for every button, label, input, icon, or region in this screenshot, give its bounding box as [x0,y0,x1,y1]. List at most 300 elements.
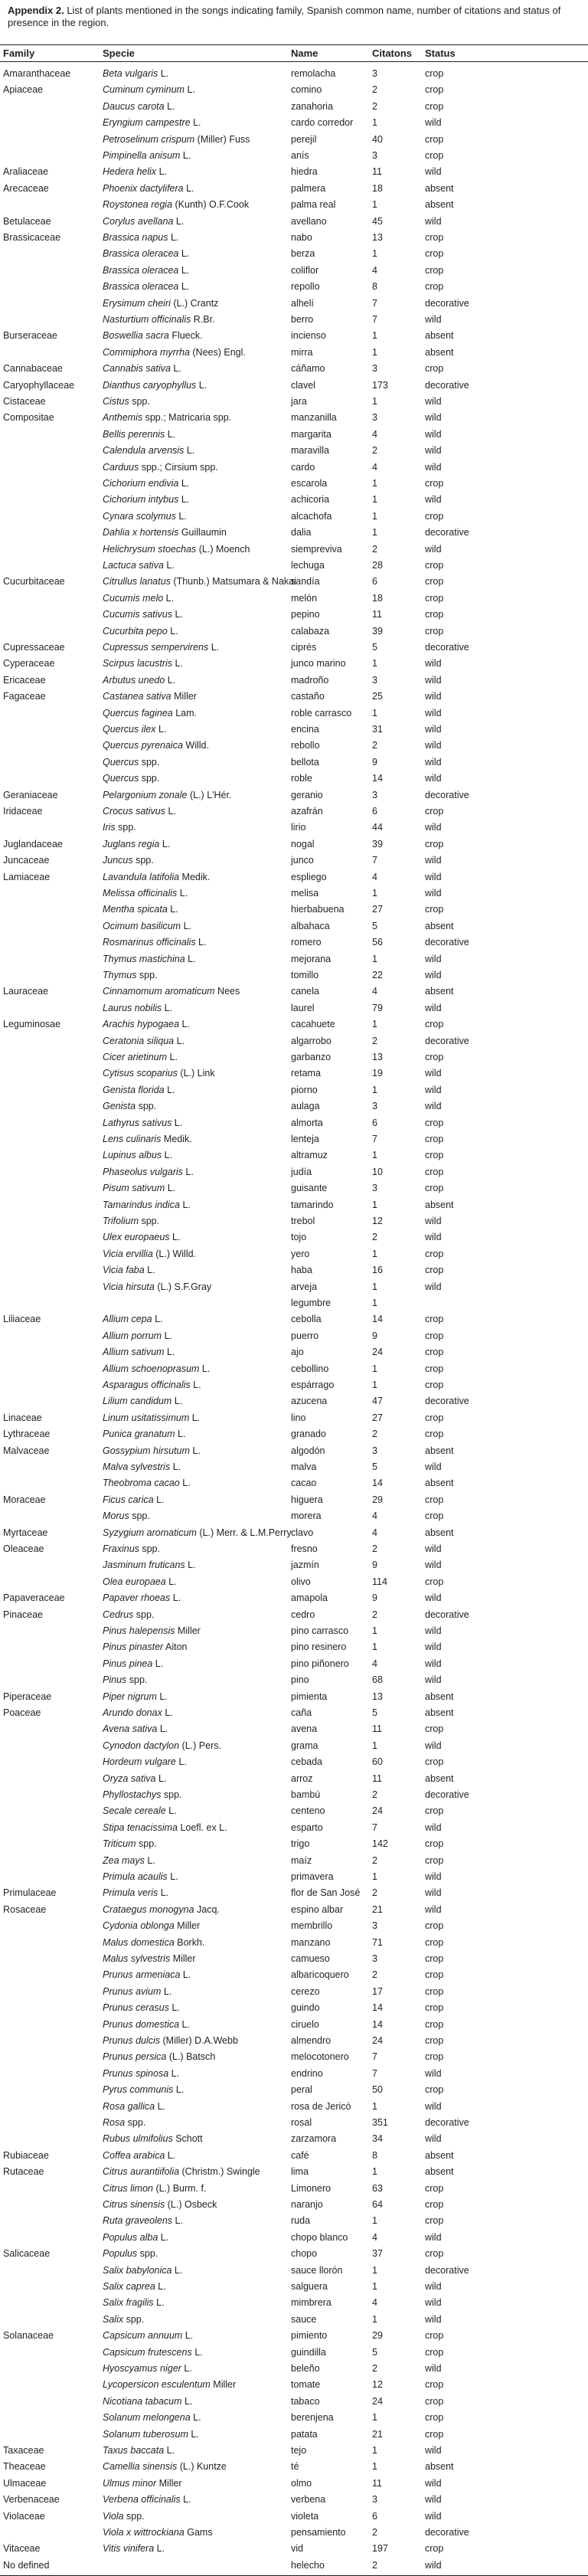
cell-species [103,2427,199,2443]
species-binomial: Melissa officinalis [103,888,178,898]
cell-status: crop [425,609,444,620]
species-author: L. [164,100,175,112]
cell-common-name: camueso [291,1953,330,1964]
cell-common-name: piorno [291,1084,318,1095]
cell-status: absent [425,1527,454,1538]
species-binomial: Primula acaulis [103,1871,168,1882]
species-author: L. [155,2281,166,2292]
cell-citations: 27 [372,904,383,915]
species-author: L. [170,1461,181,1472]
table-row [0,296,588,312]
cell-species [103,1361,210,1377]
cell-citations: 4 [372,461,377,473]
cell-family: Ulmaceae [3,2477,47,2489]
cell-citations: 3 [372,789,377,800]
species-binomial: Cynara scolymus [103,510,176,522]
cell-common-name: tomate [291,2379,321,2391]
cell-status: crop [425,478,444,489]
cell-citations: 1 [372,1084,377,1095]
species-binomial: Hordeum vulgare [103,1756,176,1768]
cell-status: decorative [425,297,469,309]
table-row [0,1705,588,1721]
table-row [0,1803,588,1819]
species-binomial: Quercus faginea [103,707,173,718]
cell-status: crop [425,1412,444,1423]
cell-common-name: espliego [291,871,327,882]
table-row [0,1295,588,1311]
species-author: L. [179,2018,190,2030]
cell-species [103,967,158,984]
table-row [0,164,588,180]
cell-citations: 27 [372,1412,383,1423]
cell-family: Caryophyllaceae [3,379,75,391]
cell-status: crop [425,100,444,112]
cell-species [103,1393,182,1409]
cell-citations: 19 [372,1068,383,1079]
cell-species [103,2459,227,2475]
cell-status: crop [425,1134,444,1144]
cell-common-name: lino [291,1412,306,1423]
cell-status: decorative [425,2264,469,2276]
species-author: spp. [139,1216,160,1226]
cell-status: wild [425,855,442,866]
cell-citations: 14 [372,773,383,784]
cell-citations: 1 [372,1281,377,1292]
cell-status: wild [425,2559,442,2571]
cell-citations: 25 [372,691,383,702]
species-binomial: Prunus dulcis [103,2035,161,2046]
cell-common-name: tomillo [291,970,319,980]
cell-citations: 1 [372,707,377,718]
cell-species [103,542,250,558]
species-author: L. [172,2264,183,2276]
cell-status: crop [425,1969,444,1981]
cell-citations: 3 [372,68,377,79]
cell-citations: 1 [372,2281,377,2292]
species-author: L. [185,1560,196,1571]
cell-common-name: jara [291,396,307,407]
cell-common-name: almendro [291,2035,332,2046]
species-author: L. [189,1412,201,1423]
cell-status: wild [425,2067,442,2079]
species-binomial: Hedera helix [103,166,157,178]
table-row [0,1246,588,1262]
cell-citations: 1 [372,1363,377,1374]
cell-citations: 7 [372,297,377,309]
species-binomial: Erysimum cheiri [103,297,171,309]
species-author: Miller [175,1625,201,1636]
table-row [0,361,588,377]
cell-species [103,214,184,230]
species-binomial: Cinnamomum aromaticum [103,986,215,997]
species-binomial: Trifolium [103,1216,139,1226]
species-binomial: Scirpus lacustris [103,658,172,669]
cell-family: Cannabaceae [3,363,63,375]
cell-citations: 2 [372,1543,377,1554]
table-row [0,1721,588,1737]
cell-citations: 50 [372,2084,383,2096]
cell-species [103,607,183,623]
table-row [0,738,588,754]
cell-citations: 2 [372,445,377,457]
cell-status: absent [425,986,454,997]
species-author: L. [177,888,188,898]
cell-common-name: clavel [291,379,315,391]
table-row [0,2230,588,2246]
cell-status: absent [425,1691,454,1702]
cell-species [103,2164,260,2180]
cell-citations: 2 [372,2363,377,2374]
cell-common-name: algarrobo [291,1035,332,1046]
cell-citations: 1 [372,396,377,407]
species-author: Medik. [179,871,211,882]
table-row [0,1869,588,1885]
species-binomial: Laurus nobilis [103,1002,162,1013]
cell-status: absent [425,2149,454,2161]
species-author: L. [170,363,181,375]
cell-common-name: rosa de Jericó [291,2100,351,2112]
species-binomial: Rubus ulmifolius [103,2133,173,2145]
cell-species [103,2017,190,2033]
cell-status: crop [425,510,444,522]
species-author: L. [173,215,185,227]
cell-status: crop [425,904,444,915]
species-author: spp. [125,2117,146,2128]
species-author: Miller [171,691,197,702]
cell-citations: 4 [372,264,377,276]
species-binomial: Castanea sativa [103,691,172,702]
species-author: L. [180,2494,191,2506]
cell-family: Rutaceae [3,2166,44,2178]
table-row [0,1984,588,2000]
cell-species [103,1967,191,1983]
cell-status: absent [425,199,454,211]
species-binomial: Juncus [103,855,133,866]
cell-common-name: berro [291,314,314,325]
table-row [0,2066,588,2082]
species-author: spp. [126,1674,148,1686]
cell-species [103,460,218,476]
cell-species [103,1000,172,1016]
species-author: L. [162,1150,173,1161]
species-author: L. [189,1445,201,1456]
table-row [0,2361,588,2377]
table-row [0,1902,588,1918]
table-row [0,410,588,426]
cell-common-name: grama [291,1740,318,1751]
species-author: L. [156,1691,168,1702]
species-author: (L.) S.F.Gray [154,1281,212,1292]
species-binomial: Lactuca sativa [103,560,164,571]
cell-status: wild [425,888,442,898]
cell-status: crop [425,1380,444,1390]
cell-status: crop [425,2215,444,2227]
cell-species [103,787,231,804]
cell-species [103,2476,182,2492]
species-binomial: Zea mays [103,1854,145,1866]
species-author: (L.) Crantz [170,297,219,309]
cell-common-name: comino [291,84,322,96]
species-author: L. [185,953,196,964]
cell-status: decorative [425,527,469,538]
cell-species [103,1984,172,2000]
species-author: L. [179,1019,190,1030]
species-binomial: Oryza sativa [103,1772,156,1784]
cell-status: wild [425,2231,442,2243]
cell-species [103,2361,192,2377]
cell-species [103,2492,191,2508]
cell-common-name: pepino [291,609,320,620]
species-binomial: Lycopersicon esculentum [103,2379,211,2391]
species-author: L. [144,1265,155,1276]
cell-citations: 3 [372,150,377,161]
cell-common-name: azucena [291,1396,328,1407]
cell-family: Piperaceae [3,1691,52,1702]
cell-species [103,1164,194,1180]
cell-common-name: granado [291,1429,326,1440]
header-species: Specie [103,47,135,59]
cell-common-name: lechuga [291,560,325,571]
cell-species [103,279,189,295]
cell-common-name: avena [291,1723,318,1735]
table-row [0,1672,588,1688]
cell-common-name: altramuz [291,1150,328,1161]
table-row [0,2000,588,2016]
cell-family: Taxaceae [3,2445,44,2456]
species-binomial: Rosa gallica [103,2100,155,2112]
table-row [0,1738,588,1754]
cell-species [103,1049,178,1065]
cell-common-name: esparto [291,1822,323,1833]
cell-common-name: judía [291,1166,312,1177]
cell-species [103,1902,220,1918]
cell-family: Rosaceae [3,1903,47,1915]
cell-common-name: junco marino [291,658,346,669]
cell-common-name: arroz [291,1772,313,1784]
cell-common-name: sauce llorón [291,2264,343,2276]
cell-species [103,1639,188,1655]
cell-species [103,1853,155,1869]
cell-status: crop [425,1576,444,1587]
cell-status: crop [425,2395,444,2407]
cell-status: crop [425,1805,444,1817]
cell-common-name: flor de San José [291,1887,361,1899]
table-row [0,1033,588,1049]
cell-citations: 29 [372,1494,383,1505]
cell-common-name: mejorana [291,953,332,964]
table-row [0,2459,588,2475]
species-binomial: Roystonea regia [103,199,173,211]
cell-citations: 17 [372,1985,383,1997]
cell-species [103,1065,215,1082]
cell-family: Theaceae [3,2461,46,2473]
cell-species [103,443,194,459]
species-author: L. [158,68,169,79]
header-name: Name [291,47,318,59]
cell-status: wild [425,1625,442,1636]
cell-species [103,804,176,820]
species-binomial: Vicia ervillia [103,1248,153,1259]
cell-status: crop [425,2051,444,2063]
table-row [0,2115,588,2131]
species-author: (L.) Merr. & L.M.Perry [196,1527,292,1538]
cell-status: crop [425,2002,444,2014]
species-author: L. [161,1985,172,1997]
species-author: L. [174,1035,185,1046]
cell-species [103,246,189,262]
cell-family: Linaceae [3,1412,42,1423]
cell-family: Brassicaceae [3,232,61,243]
species-author: L. [164,1084,175,1095]
cell-common-name: pino [291,1674,309,1686]
cell-citations: 79 [372,1002,383,1013]
species-binomial: Triticum [103,1838,136,1850]
cell-citations: 197 [372,2543,388,2555]
species-binomial: Cuminum cyminum [103,84,185,96]
cell-citations: 13 [372,1052,383,1062]
table-row [0,2525,588,2541]
cell-species [103,1426,185,1442]
cell-common-name: berza [291,248,315,260]
cell-status: wild [425,2313,442,2325]
table-row [0,427,588,443]
cell-species [103,2033,238,2049]
cell-species [103,1492,165,1508]
species-author: L. [172,2215,183,2227]
cell-status: crop [425,806,444,817]
table-row [0,2295,588,2311]
cell-common-name: verbena [291,2494,326,2506]
cell-status: crop [425,1052,444,1062]
species-author: spp.; Cirsium spp. [139,461,218,473]
cell-species [103,984,240,1000]
cell-common-name: ruda [291,2215,311,2227]
cell-citations: 7 [372,1822,377,1833]
table-row [0,1147,588,1164]
species-binomial: Coffea arabica [103,2149,165,2161]
cell-species [103,591,174,607]
cell-status: wild [425,1887,442,1899]
species-author: spp. [129,1511,150,1522]
table-row [0,640,588,656]
cell-citations: 2 [372,1969,377,1981]
species-binomial: Phyllostachys [103,1789,162,1800]
cell-species [103,1557,196,1573]
species-binomial: Cistus [103,396,129,407]
cell-status: crop [425,1756,444,1768]
cell-common-name: helecho [291,2559,325,2571]
species-binomial: Viola x wittrockiana [103,2527,185,2538]
cell-status: absent [425,1772,454,1784]
header-status: Status [425,47,456,59]
cell-citations: 11 [372,2477,382,2489]
caption-label: Appendix 2. [8,5,64,16]
table-row [0,197,588,213]
species-binomial: Populus alba [103,2231,158,2243]
cell-species [103,1410,200,1426]
cell-common-name: lima [291,2166,309,2178]
cell-citations: 44 [372,822,383,833]
cell-common-name: geranio [291,789,323,800]
cell-citations: 3 [372,1920,377,1932]
species-author: (Miller) D.A.Webb [160,2035,238,2046]
species-author: L. [181,920,192,931]
table-row [0,443,588,459]
cell-common-name: espárrago [291,1380,335,1390]
cell-status: wild [425,2477,442,2489]
cell-species [103,836,170,853]
table-row [0,1410,588,1426]
table-row [0,1836,588,1852]
table-row [0,951,588,967]
cell-status: decorative [425,937,469,948]
cell-species [103,640,219,656]
species-binomial: Vicia hirsuta [103,1281,155,1292]
table-row [0,1508,588,1524]
cell-common-name: mirra [291,346,313,358]
cell-species [103,1131,192,1147]
species-author: spp.; Matricaria spp. [142,412,232,424]
species-binomial: Ulmus minor [103,2477,157,2489]
species-binomial: Hyoscyamus niger [103,2363,181,2374]
cell-citations: 1 [372,2264,377,2276]
species-author: spp. [123,2510,145,2522]
cell-citations: 2 [372,100,377,112]
cell-status: crop [425,1854,444,1866]
cell-common-name: canela [291,986,319,997]
header-citations: Citatons [372,47,412,59]
cell-status: crop [425,1936,444,1948]
table-row [0,345,588,361]
cell-species [103,1574,177,1590]
species-author: (L.) Pers. [179,1740,221,1751]
cell-family: Poaceae [3,1707,41,1718]
cell-common-name: cedro [291,1609,315,1620]
cell-citations: 1 [372,527,377,538]
cell-species [103,2525,213,2541]
species-binomial: Cannabis sativa [103,363,171,375]
cell-common-name: palma real [291,199,336,211]
species-binomial: Nicotiana tabacum [103,2395,182,2407]
species-author: L. [181,2363,192,2374]
cell-common-name: salguera [291,2281,328,2292]
species-author: L. [162,1707,173,1718]
cell-common-name: castaño [291,691,325,702]
cell-citations: 1 [372,1298,377,1308]
table-row [0,885,588,902]
species-binomial: Allium sativum [103,1347,165,1358]
species-author: Miller [174,1920,201,1932]
cell-status: wild [425,1740,442,1751]
cell-family: Compositae [3,412,54,424]
species-author: L. [199,1363,211,1374]
species-binomial: Fraxinus [103,1543,139,1554]
cell-status: wild [425,2297,442,2309]
cell-species [103,378,207,394]
cell-status: crop [425,1183,444,1194]
species-author: Miller [156,2477,182,2489]
cell-status: crop [425,592,444,604]
cell-status: absent [425,2166,454,2178]
cell-common-name: lenteja [291,1134,319,1144]
species-binomial: Lupinus albus [103,1150,162,1161]
species-author: L. [172,1396,183,1407]
table-row [0,246,588,262]
species-author: Schott [172,2133,203,2145]
table-row [0,2017,588,2033]
cell-status: crop [425,1248,444,1259]
species-binomial: Cucumis melo [103,592,164,604]
